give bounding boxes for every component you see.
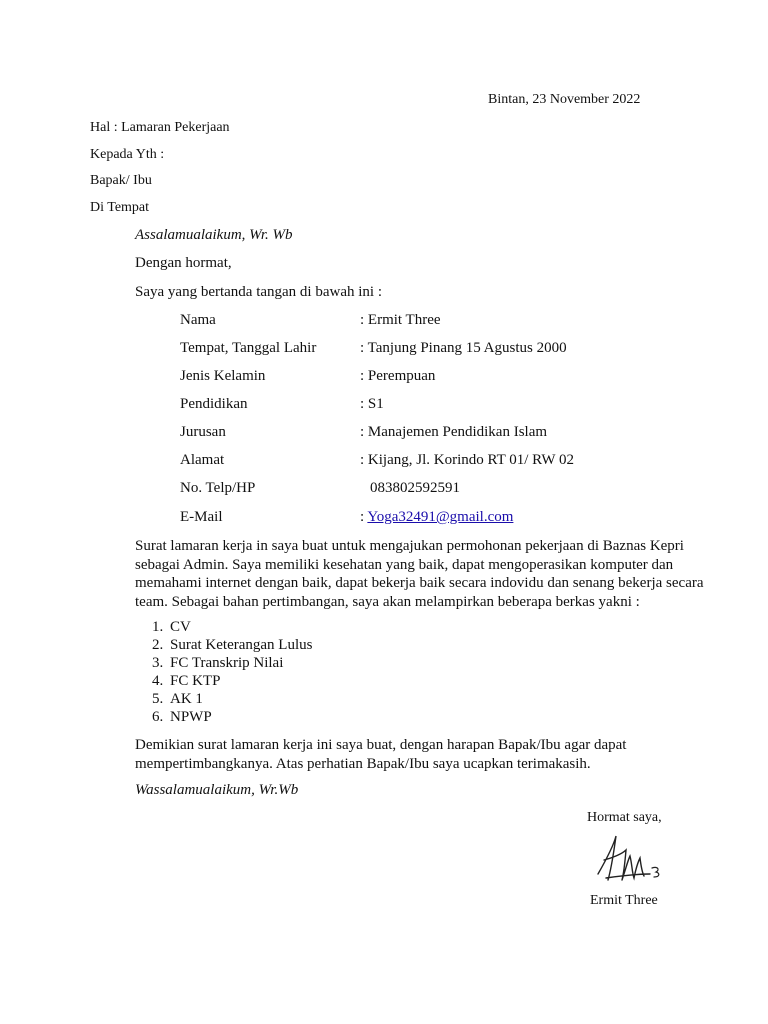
field-value-name: : Ermit Three [360,312,441,328]
list-item: 6. NPWP [152,709,212,725]
field-label-phone: No. Telp/HP [180,480,256,496]
field-value-gender: : Perempuan [360,368,436,384]
list-item: 1. CV [152,619,191,635]
field-value-major: : Manajemen Pendidikan Islam [360,424,548,440]
field-value-birth: : Tanjung Pinang 15 Agustus 2000 [360,340,567,356]
recipient-line-1: Kepada Yth : [90,147,165,162]
field-label-education: Pendidikan [180,396,248,412]
recipient-line-3: Di Tempat [90,200,150,215]
place-date: Bintan, 23 November 2022 [488,92,641,107]
field-label-address: Alamat [180,452,225,468]
subject-line: Hal : Lamaran Pekerjaan [90,120,230,135]
body-paragraph: Surat lamaran kerja in saya buat untuk mengajukan permohonan pekerjaan di Baznas Kepri sebagai Admin. Saya memiliki kesehatan yang baik, dapat mengoperasikan komputer dan memahami internet dengan baik, dapat bekerja baik secara indovidu dan senang bekerja secara team. Sebagai bahan pertimbangan, saya akan melampirkan beberapa berkas yakni : [135,538,704,610]
field-label-major: Jurusan [180,424,226,440]
signature-image [592,830,664,890]
list-item: 5. AK 1 [152,691,203,707]
list-item: 4. FC KTP [152,673,221,689]
field-value-phone: 083802592591 [370,480,460,496]
field-label-name: Nama [180,312,216,328]
field-value-email [360,509,513,526]
regards: Hormat saya, [587,810,662,825]
field-label-email: E-Mail [180,509,223,525]
list-item: 3. FC Transkrip Nilai [152,655,284,671]
email-link[interactable]: Yoga32491@gmail.com [367,509,514,525]
email-colon: : [360,509,365,525]
attachment-list [135,618,312,726]
farewell: Wassalamualaikum, Wr.Wb [135,782,299,798]
field-value-education: : S1 [360,396,384,412]
closing-paragraph: Demikian surat lamaran kerja ini saya buat, dengan harapan Bapak/Ibu agar dapat mempertimbangkanya. Atas perhatian Bapak/Ibu saya ucapkan terimakasih. [135,737,627,772]
field-label-birth: Tempat, Tanggal Lahir [180,340,317,356]
intro-line: Saya yang bertanda tangan di bawah ini : [135,284,383,300]
greeting: Assalamualaikum, Wr. Wb [135,227,293,243]
field-label-gender: Jenis Kelamin [180,368,266,384]
recipient-line-2: Bapak/ Ibu [90,173,152,188]
field-value-address: : Kijang, Jl. Korindo RT 01/ RW 02 [360,452,574,468]
list-item: 2. Surat Keterangan Lulus [152,637,313,653]
salutation: Dengan hormat, [135,255,232,271]
signer-name: Ermit Three [590,893,658,908]
